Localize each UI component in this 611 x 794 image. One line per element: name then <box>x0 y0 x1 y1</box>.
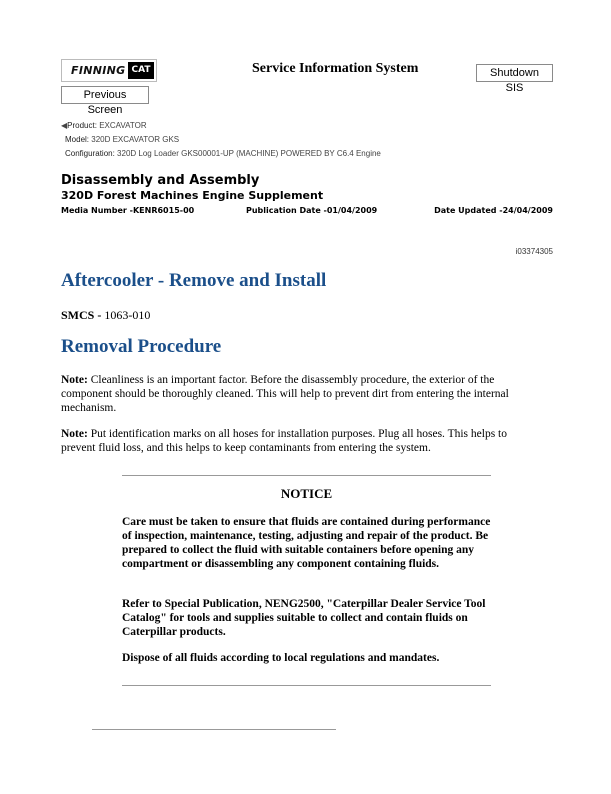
note-text: Put identification marks on all hoses for installation purposes. Plug all hoses. This helps to prevent fluid loss, and this helps to keep contaminants from entering the system. <box>61 428 508 454</box>
system-title: Service Information System <box>252 61 419 76</box>
notice-paragraph: Refer to Special Publication, NENG2500, "Caterpillar Dealer Service Tool Catalog" for tools and supplies suitable to collect and contain fluids on Caterpillar products. <box>122 598 486 638</box>
notice-title: NOTICE <box>280 486 333 501</box>
notice-paragraph: Dispose of all fluids according to local regulations and mandates. <box>122 652 440 664</box>
section-subtitle: 320D Forest Machines Engine Supplement <box>61 189 324 202</box>
finning-cat-logo <box>61 59 157 82</box>
publication-date: Publication Date -01/04/2009 <box>246 206 378 215</box>
notice-paragraph: Care must be taken to ensure that fluids are contained during performance of inspection, maintenance, testing, adjusting and repair of the product. Be prepared to collect the fluid with suitable containers before opening any compartment or disassembling any component containing fluids. <box>122 516 491 570</box>
product-value: EXCAVATOR <box>99 121 147 130</box>
product-line <box>61 121 147 130</box>
shutdown-sis-button[interactable]: Shutdown SIS <box>476 64 553 82</box>
configuration-value: 320D Log Loader GKS00001-UP (MACHINE) POWERED BY C6.4 Engine <box>117 149 381 158</box>
logo-text: FINNING <box>71 64 126 77</box>
model-value: 320D EXCAVATOR GKS <box>91 135 180 144</box>
smcs-code <box>61 308 150 323</box>
model-line <box>65 135 179 144</box>
product-label: Product: <box>67 121 97 130</box>
back-arrow-icon[interactable]: ◀ <box>61 121 68 130</box>
note-cleanliness <box>61 373 539 415</box>
media-number: Media Number -KENR6015-00 <box>61 206 195 215</box>
note-identification <box>61 427 539 455</box>
configuration-line <box>65 149 381 158</box>
page-title: Aftercooler - Remove and Install <box>61 270 327 291</box>
section-title: Disassembly and Assembly <box>61 173 260 188</box>
page-end-divider <box>92 729 336 730</box>
note-label: Note: <box>61 374 88 386</box>
note-text: Cleanliness is an important factor. Before the disassembly procedure, the exterior of the component should be thoroughly cleaned. This will help to prevent dirt from entering the internal mechanism. <box>61 374 509 414</box>
smcs-label: SMCS - <box>61 308 102 322</box>
notice-bottom-divider <box>122 685 491 686</box>
date-updated: Date Updated -24/04/2009 <box>434 206 553 215</box>
smcs-value: 1063-010 <box>101 308 151 322</box>
model-label: Model: <box>65 135 90 144</box>
notice-top-divider <box>122 475 491 476</box>
cat-logo-badge: CAT <box>128 62 154 79</box>
procedure-heading: Removal Procedure <box>61 336 222 357</box>
note-label: Note: <box>61 428 88 440</box>
configuration-label: Configuration: <box>65 149 115 158</box>
previous-screen-button[interactable]: Previous Screen <box>61 86 149 104</box>
document-id: i03374305 <box>515 247 553 256</box>
